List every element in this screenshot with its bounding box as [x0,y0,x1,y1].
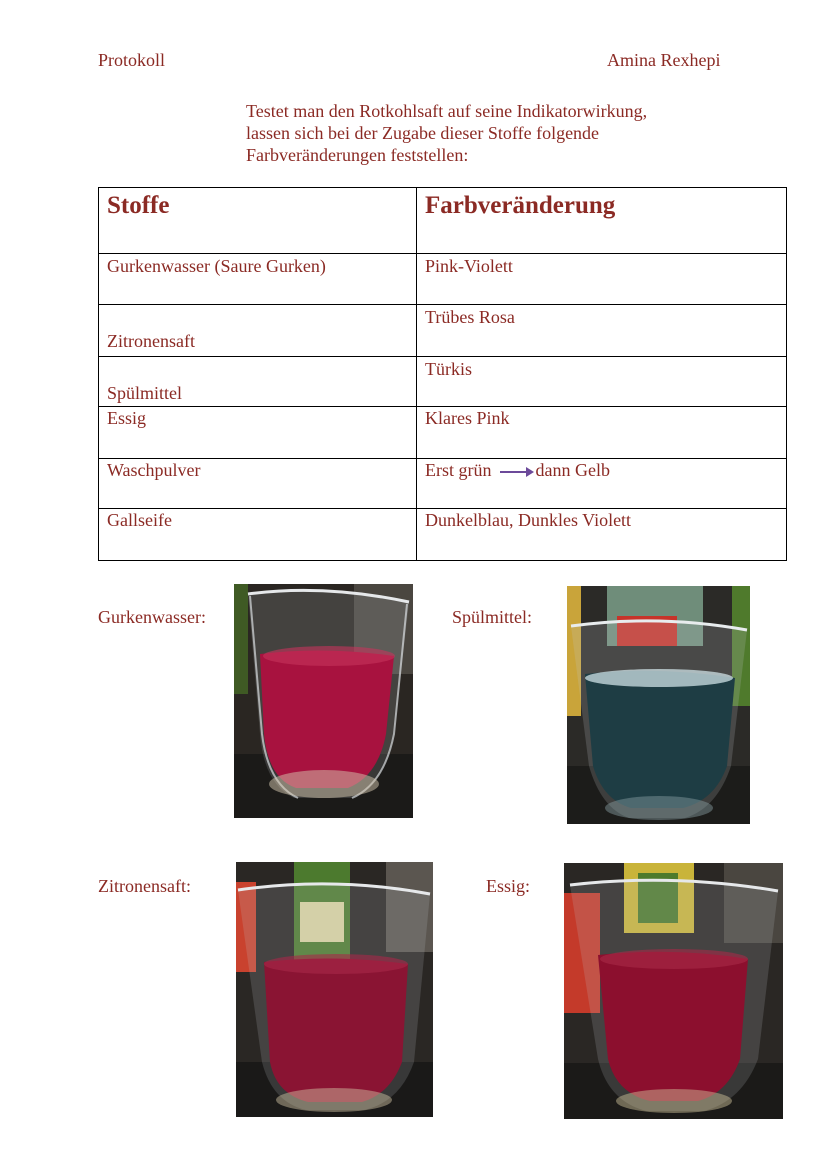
liquid [598,952,748,1101]
glass-photo-gurkenwasser [234,584,413,818]
substance-cell: Waschpulver [99,459,417,509]
table-row [99,459,787,509]
glass-photo-essig [564,863,783,1119]
substance-cell: Spülmittel [99,357,417,407]
results-table [98,187,787,561]
liquid [585,671,735,808]
intro-line: lassen sich bei der Zugabe dieser Stoffe folgende [246,123,600,143]
photo-label: Gurkenwasser: [98,607,206,627]
liquid [264,958,408,1102]
intro-line: Testet man den Rotkohlsaft auf seine Indikatorwirkung, [246,101,648,121]
photo-label: Spülmittel: [452,607,533,627]
substance-cell: Essig [99,407,417,459]
substance-cell: Gurkenwasser (Saure Gurken) [99,254,417,305]
table-row [99,509,787,561]
photo-label: Essig: [486,876,531,896]
protocol-title: Protokoll [98,50,166,70]
color-cell: Trübes Rosa [417,305,787,357]
substance-cell: Gallseife [99,509,417,561]
color-before: Erst grün [425,460,492,480]
color-cell [417,459,787,509]
author-name: Amina Rexhepi [607,50,721,70]
intro-line: Farbveränderungen feststellen: [246,145,469,165]
intro-paragraph [246,100,716,166]
table-row [99,254,787,305]
header-substances: Stoffe [99,188,417,254]
table-row [99,357,787,407]
table-row [99,305,787,357]
color-after: dann Gelb [535,460,610,480]
color-cell: Pink-Violett [417,254,787,305]
glass-photo-spuelmittel [567,586,750,824]
photo-label: Zitronensaft: [98,876,191,896]
color-cell: Dunkelblau, Dunkles Violett [417,509,787,561]
table-header-row [99,188,787,254]
header-color-change: Farbveränderung [417,188,787,254]
color-cell: Türkis [417,357,787,407]
table-row [99,407,787,459]
arrow-right-icon [500,467,534,477]
glass-photo-zitronensaft [236,862,433,1117]
substance-cell: Zitronensaft [99,305,417,357]
color-cell: Klares Pink [417,407,787,459]
